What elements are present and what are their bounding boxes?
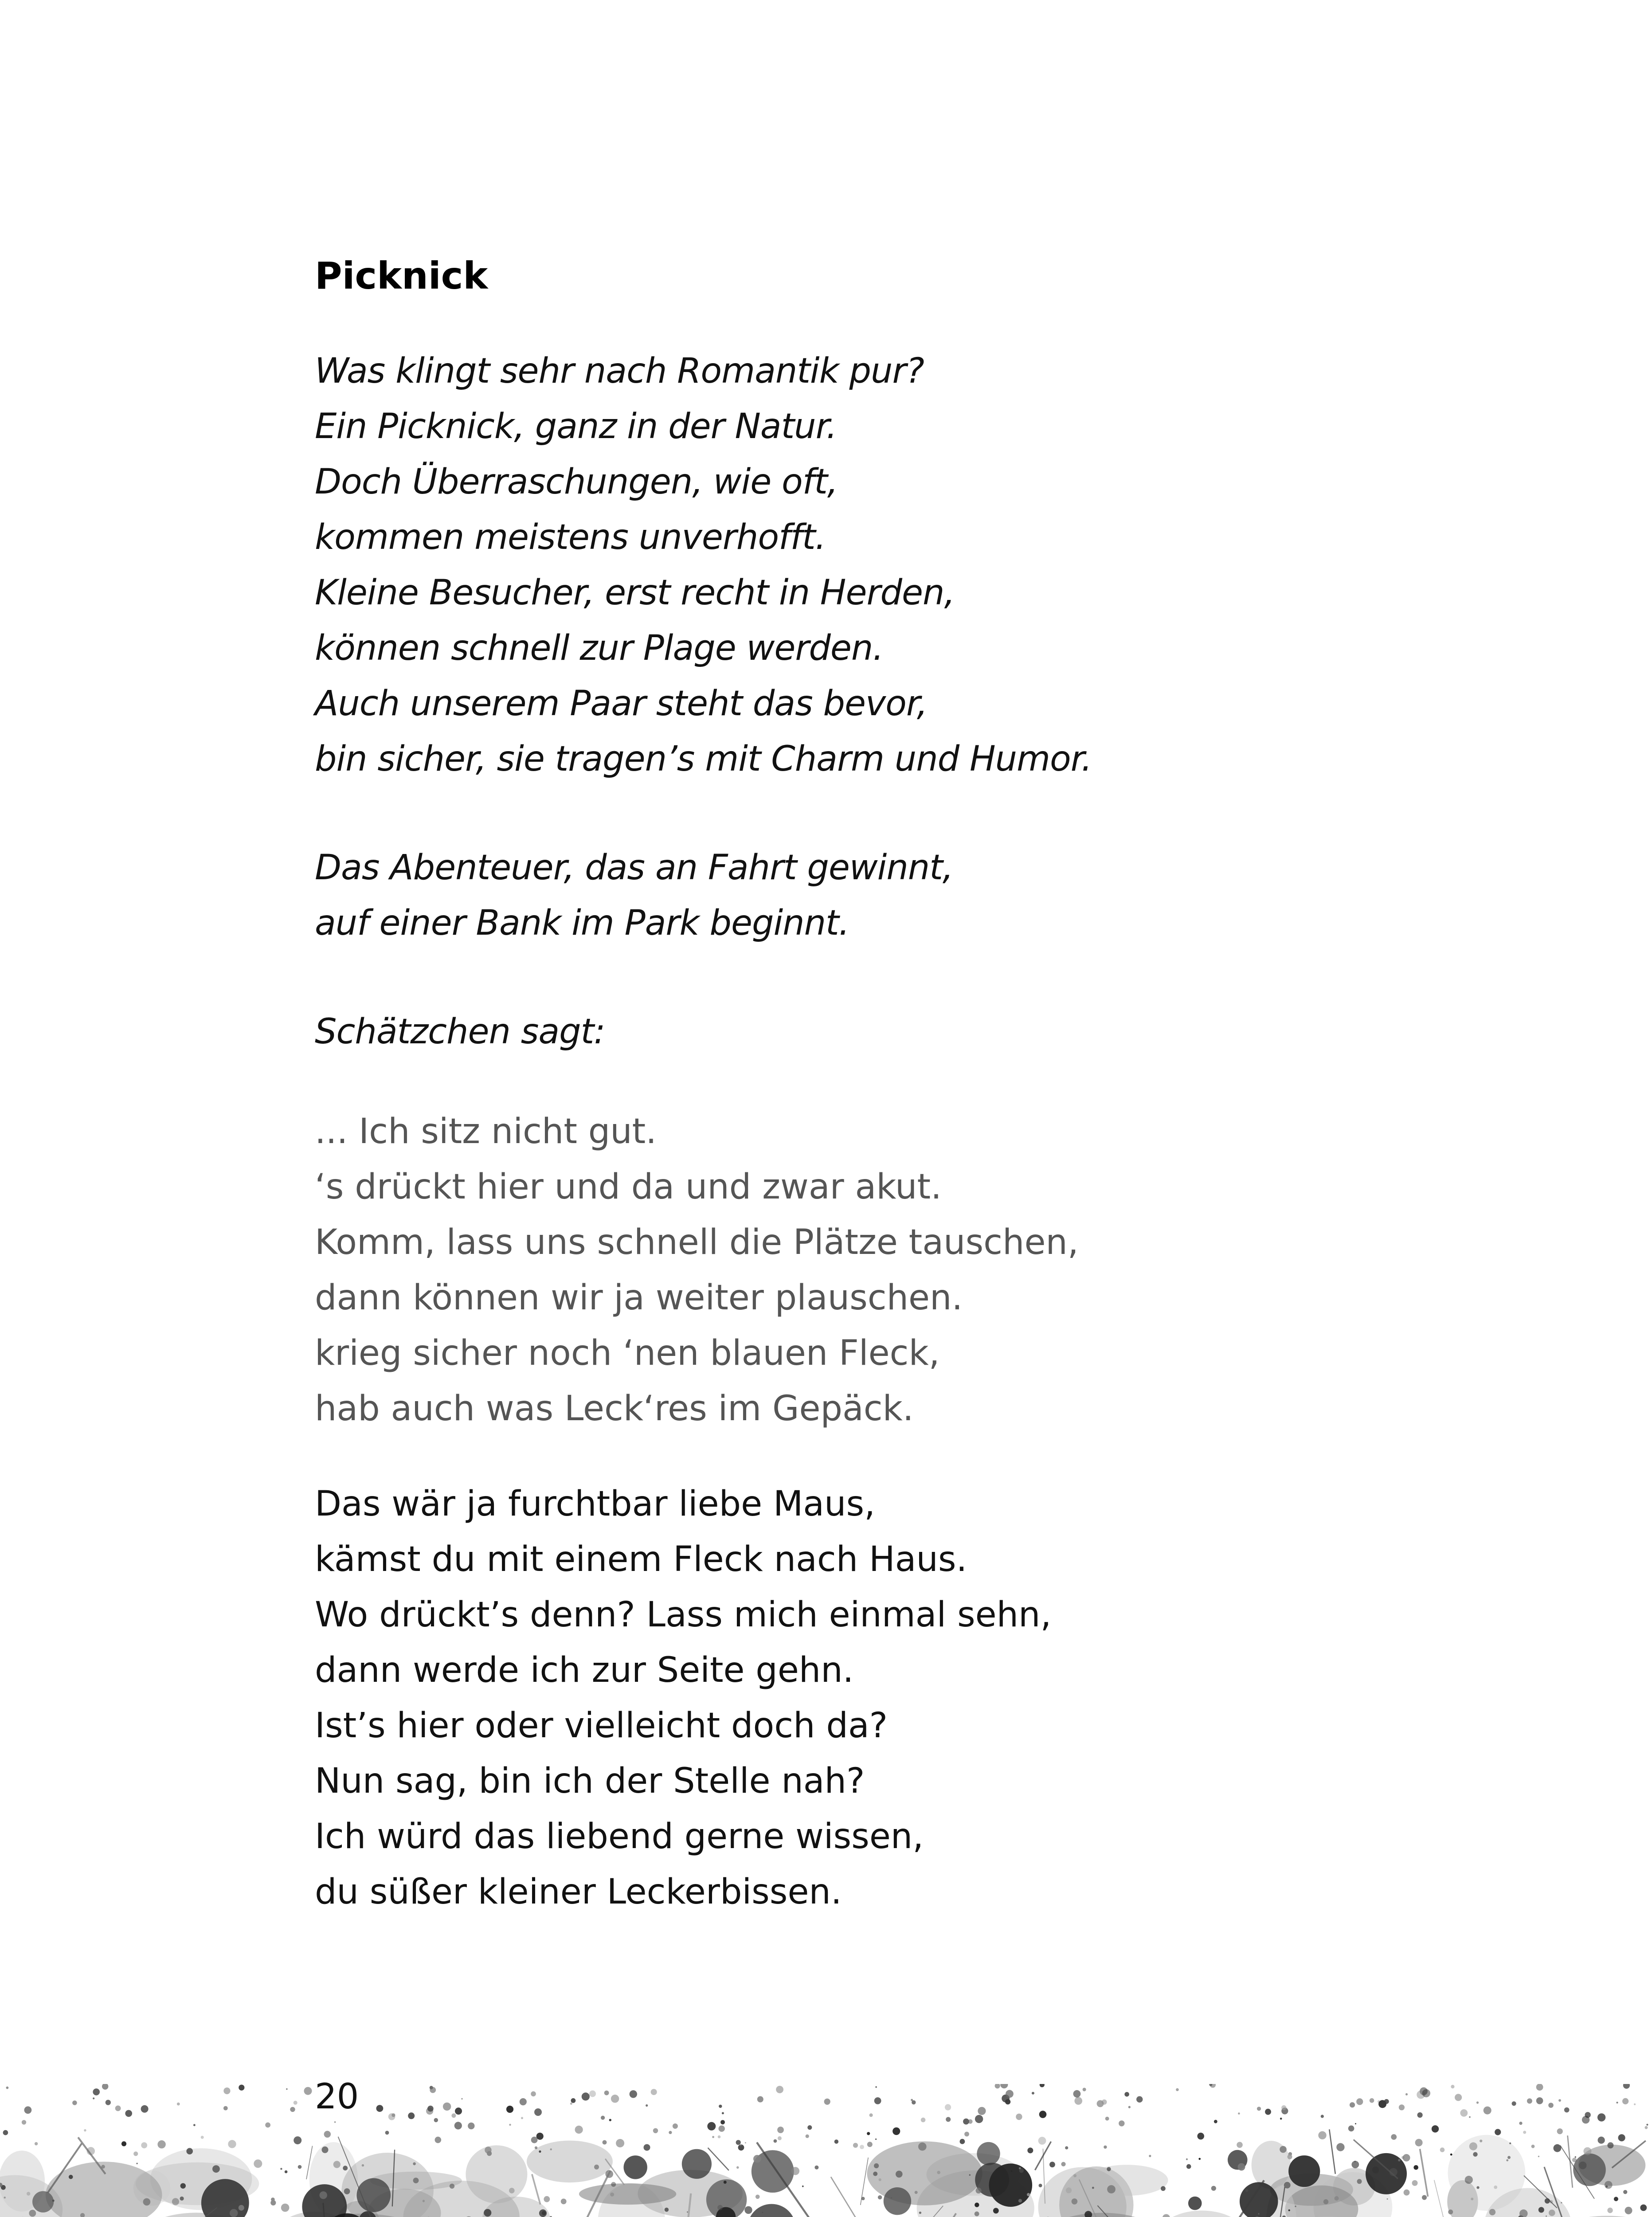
poem-line: dann werde ich zur Seite gehn. [315,1650,854,1690]
poem-line: hab auch was Leck‘res im Gepäck. [315,1389,914,1429]
poem-line: Doch Überraschungen, wie oft, [315,462,838,502]
poem-line: ... Ich sitz nicht gut. [315,1112,657,1152]
poem-line: Das Abenteuer, das an Fahrt gewinnt, [315,848,953,888]
stanza-speaker-intro [315,1004,605,1060]
poem-line: kommen meistens unverhofft. [315,517,826,557]
stanza-her-speech [315,1104,1079,1437]
poem-line: krieg sicher noch ‘nen blauen Fleck, [315,1333,940,1373]
poem-line: Wo drückt’s denn? Lass mich einmal sehn, [315,1595,1052,1635]
stanza-intro [315,344,1092,787]
poem-line: du süßer kleiner Leckerbissen. [315,1872,842,1912]
poem-line: Das wär ja furchtbar liebe Maus, [315,1484,875,1524]
poem-line: Ich würd das liebend gerne wissen, [315,1817,924,1857]
stanza-setting [315,840,953,951]
poem-line: Schätzchen sagt: [315,1012,605,1052]
poem-line: Komm, lass uns schnell die Plätze tauschen, [315,1222,1079,1262]
ink-splatter-decoration [0,2084,1652,2217]
poem-line: ‘s drückt hier und da und zwar akut. [315,1167,942,1207]
splatter-group [0,2084,1652,2217]
poem-line: bin sicher, sie tragen’s mit Charm und Humor. [315,739,1092,779]
poem-line: dann können wir ja weiter plauschen. [315,1278,963,1318]
poem-line: Nun sag, bin ich der Stelle nah? [315,1761,865,1801]
poem-line: Kleine Besucher, erst recht in Herden, [315,573,955,613]
poem-line: Was klingt sehr nach Romantik pur? [315,351,924,391]
poem-line: Auch unserem Paar steht das bevor, [315,684,928,724]
poem-line: kämst du mit einem Fleck nach Haus. [315,1539,967,1579]
poem-line: können schnell zur Plage werden. [315,628,884,668]
page-number: 20 [315,2077,359,2117]
poem-line: auf einer Bank im Park beginnt. [315,903,849,943]
poem-line: Ein Picknick, ganz in der Natur. [315,407,837,447]
poem-line: Ist’s hier oder vielleicht doch da? [315,1706,888,1746]
stanza-his-reply [315,1477,1051,1920]
poem-title: Picknick [315,254,488,298]
